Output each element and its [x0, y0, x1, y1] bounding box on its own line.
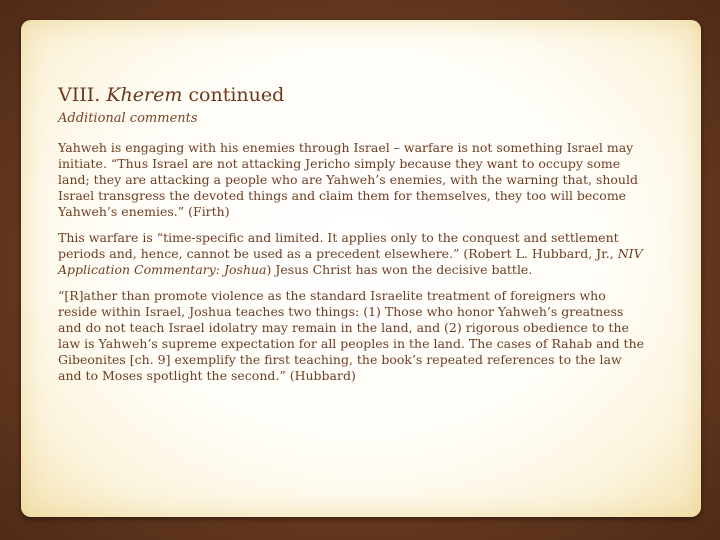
- slide-subtitle: Additional comments: [58, 111, 198, 126]
- title-suffix: continued: [182, 84, 285, 106]
- paragraph2-book-title: NIV Application Commentary: Joshua: [58, 246, 643, 277]
- paragraph-hubbard-quote: “[R]ather than promote violence as the standard Israelite treatment of foreigners who reside within Israel, Joshua teaches two things: (1) Those who honor Yahweh’s greatness and do not teach Israel idolatry may remain in the land, and (2) rigorous obedience to the law is Yahweh’s supreme expectation for all peoples in the land. The cases of Rahab and the Gibeonites [ch. 9] exemplify the first teaching, the book’s repeated references to the law and to Moses spotlight the second.” (Hubbard): [58, 288, 645, 383]
- slide-content: [58, 82, 648, 394]
- title-italic-term: Kherem: [106, 84, 183, 106]
- paragraph2-text-start: This warfare is “time-specific and limited. It applies only to the conquest and settlement periods and, hence, cannot be used as a precedent elsewhere.” (Robert L. Hubbard, Jr.,: [58, 230, 619, 261]
- slide-title: [58, 82, 648, 108]
- title-prefix: VIII.: [58, 84, 107, 106]
- paragraph-hubbard-limited: [58, 230, 648, 278]
- paragraph2-text-end: ) Jesus Christ has won the decisive battle.: [266, 262, 533, 277]
- paragraph-firth: Yahweh is engaging with his enemies through Israel – warfare is not something Israel may initiate. “Thus Israel are not attacking Jericho simply because they want to occupy some land; they are attacking a people who are Yahweh’s enemies, with the warning that, should Israel transgress the devoted things and claim them for themselves, they too will become Yahweh’s enemies.” (Firth): [58, 140, 638, 219]
